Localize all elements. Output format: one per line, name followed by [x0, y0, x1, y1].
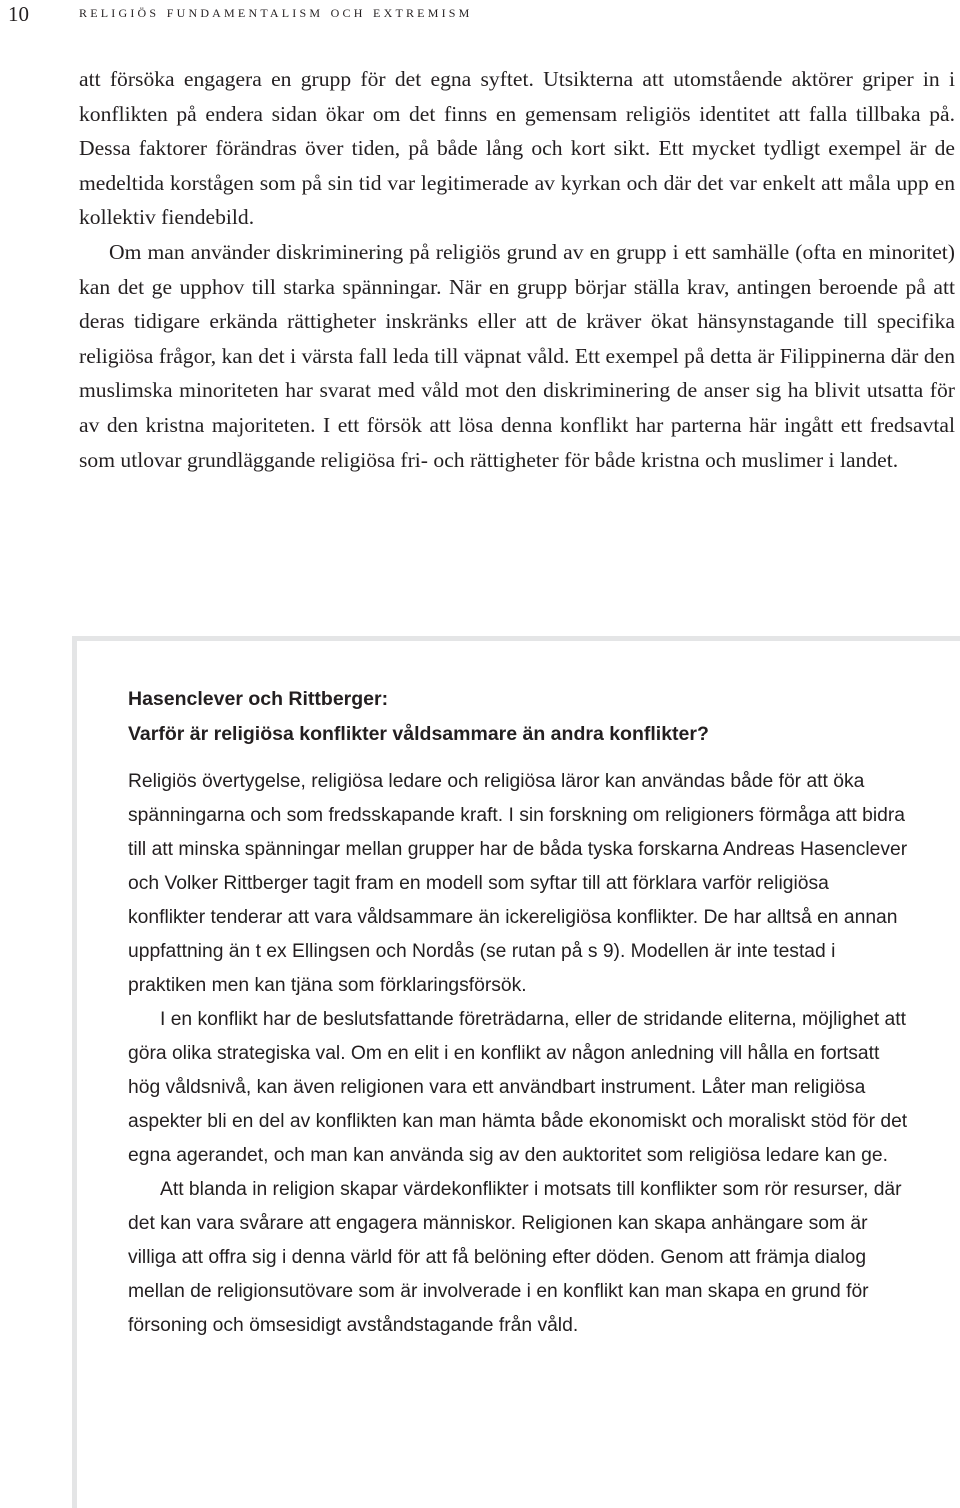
box-title-line-2: Varför är religiösa konflikter våldsammare än andra konflikter?	[128, 723, 709, 745]
box-paragraph: I en konflikt har de beslutsfattande företrädarna, eller de stridande eliterna, möjlighet att göra olika strategiska val. Om en elit i en konflikt av någon anledning vill hålla en fortsatt hög våldsnivå, kan även religionen vara ett användbart instrument. Låter man religiösa aspekter bli en del av konflikten kan man hämta både ekonomiskt och moraliskt stöd för det egna agerandet, och man kan använda sig av den auktoritet som religiösa ledare kan ge.	[128, 1009, 908, 1166]
body-paragraph: Om man använder diskriminering på religiös grund av en grupp i ett samhälle (ofta en minoritet) kan det ge upphov till starka spänningar. När en grupp börjar ställa krav, antingen beroende på att deras tidigare erkända rättigheter inskränks eller att de kräver ökat hänsynstagande till specifika religiösa frågor, kan det i värsta fall leda till väpnat våld. Ett exempel på detta är Filippinerna där den muslimska minoriteten har svarat med våld mot den diskriminering de anser sig ha blivit utsatta för av den kristna majoriteten. I ett försök att lösa denna konflikt har parterna här ingått ett fredsavtal som utlovar grundläggande religiösa fri- och rättigheter för både kristna och muslimer i landet.	[79, 239, 955, 472]
page-header	[0, 0, 960, 32]
box-paragraph: Att blanda in religion skapar värdekonflikter i motsats till konflikter som rör resurser, där det kan vara svårare att engagera människor. Religionen kan skapa anhängare som är villiga att offra sig i denna värld för att få belöning efter döden. Genom att främja dialog mellan de religionsutövare som är involverade i en konflikt kan man skapa en grund för försoning och ömsesidigt avståndstagande från våld.	[128, 1179, 902, 1336]
body-paragraph: att försöka engagera en grupp för det egna syftet. Utsikterna att utomstående aktörer griper in i konflikten på endera sidan ökar om det finns en gemensam religiös identitet att falla tillbaka på. Dessa faktorer förändras över tiden, på både lång och kort sikt. Ett mycket tydligt exempel är de medeltida korstågen som på sin tid var legitimerade av kyrkan och där det var enkelt att måla upp en kollektiv fiendebild.	[79, 67, 955, 230]
box-body-text	[128, 765, 910, 1343]
box-title	[128, 682, 928, 752]
running-head: religiös fundamentalism och extremism	[79, 2, 473, 21]
box-paragraph: Religiös övertygelse, religiösa ledare och religiösa läror kan användas både för att öka spänningarna och som fredsskapande kraft. I sin forskning om religioners förmåga att bidra till att minska spänningar mellan grupper har de båda tyska forskarna Andreas Hasenclever och Volker Rittberger tagit fram en modell som syftar till att förklara varför religiösa konflikter tenderar att vara våldsammare än ickereligiösa konflikter. De har alltså en annan uppfattning än t ex Ellingsen och Nordås (se rutan på s 9). Modellen är inte testad i praktiken men kan tjäna som förklaringsförsök.	[128, 771, 908, 996]
page-number: 10	[8, 2, 29, 26]
box-title-line-1: Hasenclever och Rittberger:	[128, 688, 389, 710]
body-text	[79, 62, 955, 477]
